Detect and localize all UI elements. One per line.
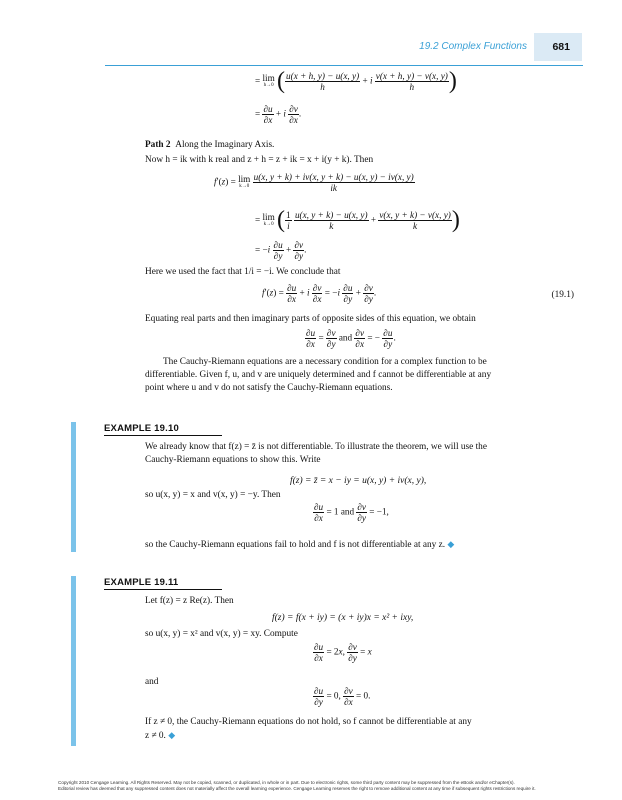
example-19-11-line-1: Let f(z) = z Re(z). Then <box>145 596 234 606</box>
example-19-10-text <box>145 441 585 467</box>
copyright-footer <box>58 780 598 792</box>
derivative-eq-2: = lim k→0 ( $\frac{1}{i}$ $\frac{u(x, y + k) - u(x, y)}{k}$ + $\frac{v(x, y + k) - v(x, y)}{k}$ ) <box>255 207 460 233</box>
end-diamond-icon: ◆ <box>447 539 455 549</box>
example-sidebar <box>71 422 76 552</box>
example-19-11-last-line-1: If z ≠ 0, the Cauchy-Riemann equations do not hold, so f cannot be differentiable at any <box>145 717 472 727</box>
header-title: 19.2 Complex Functions <box>419 41 527 52</box>
header-rule <box>105 65 583 66</box>
example-19-10-line-1: We already know that f(z) = z̄ is not differentiable. To illustrate the theorem, we will use the <box>145 442 487 452</box>
example-19-10-conclusion <box>145 538 454 552</box>
end-diamond-icon-2: ◆ <box>168 730 176 741</box>
example-sidebar-2 <box>71 576 76 746</box>
example-19-11-eq: f(z) = f(x + iy) = (x + iy)x = x² + ixy, <box>272 613 414 623</box>
example-19-11-partials-2: $\frac{\partial u}{\partial y}$ = 0, $\frac{\partial v}{\partial x}$ = 0. <box>314 686 371 707</box>
cr-paragraph-line-1: The Cauchy-Riemann equations are a necessary condition for a complex function to be <box>163 357 487 367</box>
limit-eq-2: = $\frac{\partial u}{\partial x}$ + i $\frac{\partial v}{\partial x}$ . <box>255 104 302 125</box>
cr-paragraph-line-3: point where u and v do not satisfy the Cauchy-Riemann equations. <box>145 383 393 394</box>
intro-text: Now h = ik with k real and z + h = z + ik = x + i(y + k). Then <box>145 155 374 165</box>
derivative-eq-1: f′(z) = lim k→0 $\frac{u(x, y + k) + iv(x, y + k) - u(x, y) - iv(x, y)}{ik}$ <box>214 172 414 193</box>
example-19-11-so: so u(x, y) = x² and v(x, y) = xy. Compute <box>145 629 298 639</box>
equation-number: (19.1) <box>551 290 574 300</box>
example-rule <box>104 435 222 436</box>
cauchy-riemann-eqs: $\frac{\partial u}{\partial x}$ = $\frac{\partial v}{\partial y}$ and $\frac{\partial v}{\partial x}$ = − $\frac{\partial u}{\partial y}$ . <box>306 328 396 349</box>
example-19-10-conclusion-text: so the Cauchy-Riemann equations fail to hold and f is not differentiable at any z. <box>145 540 446 550</box>
example-19-10-line-2: Cauchy-Riemann equations to show this. Write <box>145 455 321 466</box>
footer-line-1: Copyright 2010 Cengage Learning. All Rights Reserved. May not be copied, scanned, or duplicated, in whole or in part. Due to electronic rights, some third party content may be suppressed from the eBook and/or eChapter(s). <box>58 780 515 785</box>
equation-19-1: f′(z) = $\frac{\partial u}{\partial x}$ + i $\frac{\partial v}{\partial x}$ = −i $\frac{\partial u}{\partial y}$ + $\frac{\partial v}{\partial y}$ . <box>262 283 377 304</box>
example-19-10-and: and <box>340 506 355 517</box>
example-19-11-and: and <box>145 677 159 687</box>
equating-text: Equating real parts and then imaginary parts of opposite sides of this equation, we obtain <box>145 314 476 324</box>
path2-label: Path 2 <box>145 140 171 150</box>
page-number: 681 <box>552 41 570 53</box>
cr-paragraph <box>145 356 585 396</box>
example-19-10-label: EXAMPLE 19.10 <box>104 423 179 434</box>
footer-line-2: Editorial review has deemed that any suppressed content does not materially affect the overall learning experience. Cengage Learning reserves the right to remove additional content at any time if subsequent rights restrictions require it. <box>58 786 536 791</box>
example-19-10-eq: f(z) = z̄ = x − iy = u(x, y) + iv(x, y), <box>290 476 427 486</box>
path2-heading <box>145 139 274 152</box>
example-19-10-so: so u(x, y) = x and v(x, y) = −y. Then <box>145 490 281 500</box>
derivative-eq-3: = −i $\frac{\partial u}{\partial y}$ + $\frac{\partial v}{\partial y}$ . <box>255 240 307 261</box>
cr-paragraph-line-2: differentiable. Given f, u, and v are uniquely determined and f cannot be differentiable at any <box>145 370 492 381</box>
example-19-10-partials: $\frac{\partial u}{\partial x}$ = 1 and $\frac{\partial v}{\partial y}$ = −1, <box>314 502 389 523</box>
limit-eq-1: = lim h→0 ( $\frac{u(x + h, y) - u(x, y)}{h}$ + i $\frac{v(x + h, y) - v(x, y)}{h}$ ) <box>255 68 457 94</box>
path2-desc: Along the Imaginary Axis. <box>175 140 275 150</box>
example-19-11-partials-1: $\frac{\partial u}{\partial x}$ = 2x, $\frac{\partial v}{\partial y}$ = x <box>314 642 372 663</box>
example-19-11-last-line-2: z ≠ 0. <box>145 731 166 742</box>
example-rule-2 <box>104 589 222 590</box>
example-19-11-last <box>145 716 585 743</box>
example-19-11-label: EXAMPLE 19.11 <box>104 577 179 588</box>
used-fact-text: Here we used the fact that 1/i = −i. We conclude that <box>145 267 341 277</box>
